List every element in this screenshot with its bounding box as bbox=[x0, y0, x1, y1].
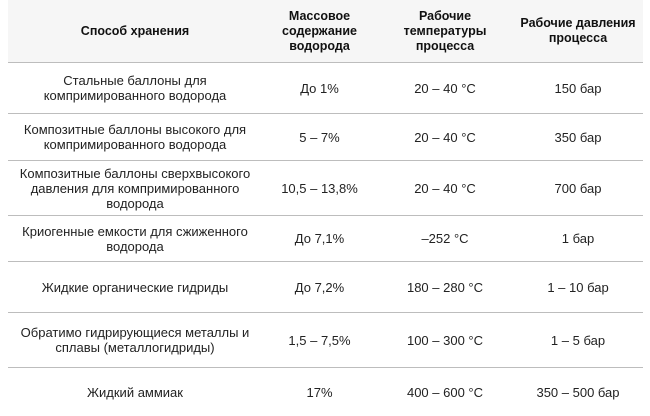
cell-temperature: 100 – 300 °C bbox=[377, 313, 513, 368]
cell-mass: 17% bbox=[262, 368, 377, 416]
cell-pressure: 150 бар bbox=[513, 63, 643, 114]
header-temperature: Рабочие температуры процесса bbox=[377, 0, 513, 63]
cell-temperature: 400 – 600 °C bbox=[377, 368, 513, 416]
cell-temperature: 20 – 40 °C bbox=[377, 63, 513, 114]
cell-method: Жидкий аммиак bbox=[8, 368, 262, 416]
table-row bbox=[8, 114, 643, 161]
cell-pressure: 1 бар bbox=[513, 216, 643, 262]
cell-pressure: 1 – 5 бар bbox=[513, 313, 643, 368]
cell-pressure: 1 – 10 бар bbox=[513, 262, 643, 313]
cell-pressure: 350 бар bbox=[513, 114, 643, 161]
cell-method: Криогенные емкости для сжиженного водорода bbox=[8, 216, 262, 262]
table-row bbox=[8, 368, 643, 416]
table-row bbox=[8, 262, 643, 313]
cell-method: Жидкие органические гидриды bbox=[8, 262, 262, 313]
cell-mass: 5 – 7% bbox=[262, 114, 377, 161]
table-row bbox=[8, 63, 643, 114]
header-pressure: Рабочие давления процесса bbox=[513, 0, 643, 63]
header-row bbox=[8, 0, 643, 63]
cell-mass: До 7,1% bbox=[262, 216, 377, 262]
hydrogen-storage-table bbox=[8, 0, 643, 416]
cell-method: Обратимо гидрирующиеся металлы и сплавы (металлогидриды) bbox=[8, 313, 262, 368]
header-mass-content: Массовое содержание водорода bbox=[262, 0, 377, 63]
header-method: Способ хранения bbox=[8, 0, 262, 63]
cell-temperature: 20 – 40 °C bbox=[377, 161, 513, 216]
cell-mass: 10,5 – 13,8% bbox=[262, 161, 377, 216]
cell-mass: До 7,2% bbox=[262, 262, 377, 313]
cell-pressure: 700 бар bbox=[513, 161, 643, 216]
cell-mass: До 1% bbox=[262, 63, 377, 114]
cell-method: Композитные баллоны высокого для компримированного водорода bbox=[8, 114, 262, 161]
table-row bbox=[8, 161, 643, 216]
table-row bbox=[8, 313, 643, 368]
cell-pressure: 350 – 500 бар bbox=[513, 368, 643, 416]
cell-method: Композитные баллоны сверхвысокого давления для компримированного водорода bbox=[8, 161, 262, 216]
cell-temperature: 20 – 40 °C bbox=[377, 114, 513, 161]
cell-mass: 1,5 – 7,5% bbox=[262, 313, 377, 368]
table-row bbox=[8, 216, 643, 262]
cell-temperature: –252 °C bbox=[377, 216, 513, 262]
cell-temperature: 180 – 280 °C bbox=[377, 262, 513, 313]
cell-method: Стальные баллоны для компримированного водорода bbox=[8, 63, 262, 114]
